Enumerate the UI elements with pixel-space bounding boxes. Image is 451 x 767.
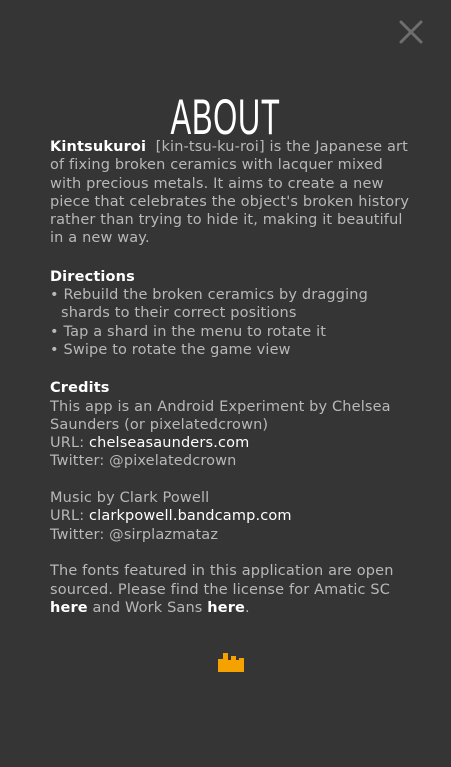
- intro-pronunciation: [kin-tsu-ku-roi]: [155, 139, 265, 155]
- credits-twitter: Twitter: @pixelatedcrown: [50, 453, 237, 470]
- fonts-note-text: The fonts featured in this application are open sourced. Please find the license for Amatic SC: [50, 563, 394, 598]
- fonts-note-end: .: [245, 599, 250, 616]
- music-url-line: [50, 507, 418, 525]
- page-title: ABOUT: [170, 88, 281, 145]
- directions-item: • Tap a shard in the menu to rotate it: [50, 323, 327, 340]
- intro-term: Kintsukuroi: [50, 139, 147, 155]
- fonts-note-middle: and Work Sans: [87, 599, 208, 616]
- fonts-note: [50, 562, 418, 617]
- credits-url-line: [50, 434, 418, 452]
- intro-paragraph: [50, 138, 418, 248]
- directions-item: • Swipe to rotate the game view: [50, 341, 291, 358]
- amatic-license-link[interactable]: here: [50, 599, 88, 616]
- music-website-link[interactable]: clarkpowell.bandcamp.com: [89, 508, 292, 525]
- crown-icon: [216, 650, 246, 674]
- directions-item: • Rebuild the broken ceramics by dragging shards to their correct positions: [50, 287, 368, 322]
- about-content: [50, 138, 418, 617]
- music-url-label: URL:: [50, 508, 90, 525]
- directions-heading: Directions: [50, 268, 135, 285]
- credits-url-label: URL:: [50, 435, 90, 452]
- close-icon: [397, 18, 425, 46]
- author-website-link[interactable]: chelseasaunders.com: [89, 435, 250, 452]
- credits-heading: Credits: [50, 380, 110, 397]
- music-twitter: Twitter: @sirplazmataz: [50, 526, 219, 543]
- worksans-license-link[interactable]: here: [207, 599, 246, 616]
- directions-list: [50, 286, 418, 359]
- music-credit: Music by Clark Powell: [50, 490, 210, 507]
- credits-app-line: This app is an Android Experiment by Chelsea Saunders (or pixelatedcrown): [50, 398, 391, 433]
- intro-text: is the Japanese art of fixing broken ceramics with lacquer mixed with precious metals. It aims to create a new piece that celebrates the object's broken history rather than trying to hide it, making it beautiful in a new way.: [50, 139, 410, 247]
- close-button[interactable]: [397, 18, 425, 46]
